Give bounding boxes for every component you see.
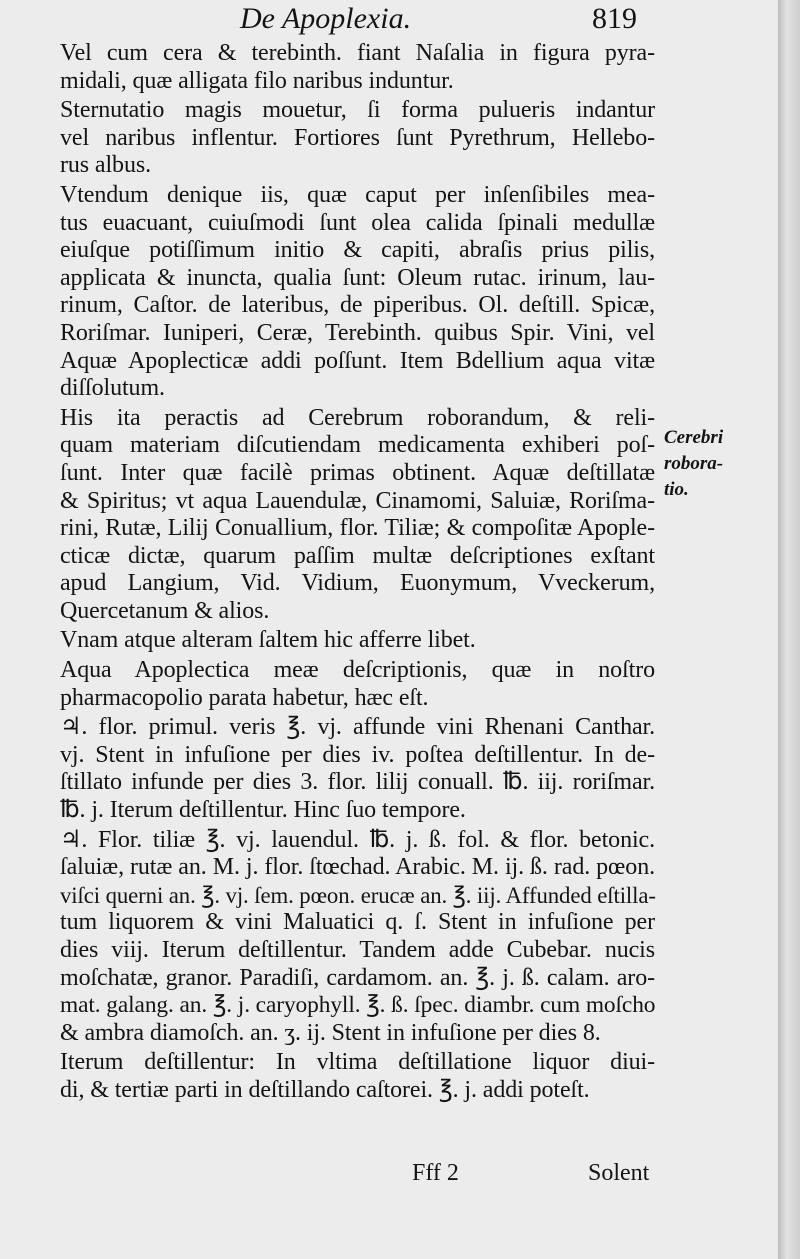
paragraph xyxy=(33,827,655,1048)
text-line: ♃. flor. primul. veris ℥. vj. affunde vini Rhenani Canthar. xyxy=(60,714,655,741)
text-line: rus albus. xyxy=(60,152,151,179)
text-line: & Spiritus; vt aqua Lauendulæ, Cinamomi, Saluiæ, Roriſma- xyxy=(60,487,655,514)
text-line: vj. Stent in infuſione per dies iv. poſtea deſtillentur. In de- xyxy=(60,741,655,768)
text-line: ℔. j. Iterum deſtillentur. Hinc ſuo tempore. xyxy=(60,797,466,824)
text-line: eiuſque potiſſimum initio & capiti, abraſis prius pilis, xyxy=(60,237,655,264)
text-line: dies viij. Iterum deſtillentur. Tandem adde Cubebar. nucis xyxy=(60,937,655,963)
paragraph xyxy=(33,405,655,626)
text-line: Vtendum denique iis, quæ caput per inſenſibiles mea- xyxy=(60,181,655,208)
catchword: Solent xyxy=(588,1160,650,1186)
page-footer xyxy=(0,1160,778,1194)
book-gutter xyxy=(778,0,800,1259)
text-line: diſſolutum. xyxy=(60,375,165,402)
text-line: ♃. Flor. tiliæ ℥. vj. lauendul. ℔. j. ß. fol. & flor. betonic. xyxy=(60,826,655,853)
text-line: Sternutatio magis mouetur, ſi forma pulueris indantur xyxy=(60,97,655,124)
running-title: De Apoplexia. xyxy=(240,2,412,35)
margin-note-line: tio. xyxy=(664,479,689,500)
text-line: ſtillato infunde per dies 3. flor. lilij conuall. ℔. iij. roriſmar. xyxy=(60,769,655,796)
text-line: Vel cum cera & terebinth. fiant Naſalia in figura pyra- xyxy=(60,40,655,66)
paragraph xyxy=(33,40,655,95)
text-line: pharmacopolio parata habetur, hæc eſt. xyxy=(60,684,429,711)
text-line: Iterum deſtillentur: In vltima deſtillatione liquor diui- xyxy=(60,1049,655,1076)
text-line: & ambra diamoſch. an. ʒ. ij. Stent in infuſione per dies 8. xyxy=(60,1019,601,1046)
signature-mark: Fff 2 xyxy=(412,1160,459,1186)
text-line: Roriſmar. Iuniperi, Ceræ, Terebinth. quibus Spir. Vini, vel xyxy=(60,319,655,346)
text-line: viſci querni an. ℥. vj. ſem. pœon. erucæ an. ℥. iij. Affunded eſtilla- xyxy=(60,882,656,908)
text-line: midali, quæ alligata filo naribus induntur. xyxy=(60,67,454,94)
text-line: tum liquorem & vini Maluatici q. ſ. Stent in infuſione per xyxy=(60,909,655,936)
text-line: rinum, Caſtor. de lateribus, de piperibus. Ol. deſtill. Spicæ, xyxy=(60,292,655,319)
paragraph xyxy=(33,182,655,403)
margin-note-line: robora- xyxy=(664,453,724,474)
body-text xyxy=(33,40,655,1107)
page-header xyxy=(0,2,778,38)
text-line: cticæ dictæ, quarum paſſim multæ deſcriptiones exſtant xyxy=(60,542,655,569)
text-line: applicata & inuncta, qualia ſunt: Oleum rutac. irinum, lau- xyxy=(60,264,655,291)
text-line: vel naribus inflentur. Fortiores ſunt Pyrethrum, Hellebo- xyxy=(60,124,655,151)
paragraph xyxy=(33,627,655,655)
text-line: ſaluiæ, rutæ an. M. j. flor. ſtœchad. Arabic. M. ij. ß. rad. pœon. xyxy=(60,854,655,881)
page-number: 819 xyxy=(592,2,637,35)
margin-note-line: Cerebri xyxy=(664,427,724,448)
text-line: Quercetanum & alios. xyxy=(60,597,270,624)
text-line: Aqua Apoplectica meæ deſcriptionis, quæ in noſtro xyxy=(60,657,655,684)
text-line: moſchatæ, granor. Paradiſi, cardamom. an. ℥. j. ß. calam. aro- xyxy=(60,964,655,991)
paragraph xyxy=(33,1049,655,1104)
paragraph xyxy=(33,657,655,712)
paragraph xyxy=(33,97,655,180)
paragraph xyxy=(33,714,655,824)
text-line: Vnam atque alteram ſaltem hic afferre libet. xyxy=(60,627,476,654)
text-line: rini, Rutæ, Lilij Conuallium, flor. Tiliæ; & compoſitæ Apople- xyxy=(60,515,655,542)
text-line: di, & tertiæ parti in deſtillando caſtorei. ℥. j. addi poteſt. xyxy=(60,1076,590,1103)
text-line: apud Langium, Vid. Vidium, Euonymum, Vveckerum, xyxy=(60,570,655,597)
margin-note xyxy=(664,425,774,503)
text-line: His ita peractis ad Cerebrum roborandum, & reli- xyxy=(60,404,655,431)
text-line: Aquæ Apoplecticæ addi poſſunt. Item Bdellium aqua vitæ xyxy=(60,347,655,374)
text-line: ſunt. Inter quæ facilè primas obtinent. Aquæ deſtillatæ xyxy=(60,459,655,486)
text-line: tus euacuant, cuiuſmodi ſunt olea calida ſpinali medullæ xyxy=(60,209,655,236)
text-line: quam materiam diſcutiendam medicamenta exhiberi poſ- xyxy=(60,432,655,459)
text-line: mat. galang. an. ℥. j. caryophyll. ℥. ß. ſpec. diambr. cum moſcho xyxy=(60,992,656,1019)
